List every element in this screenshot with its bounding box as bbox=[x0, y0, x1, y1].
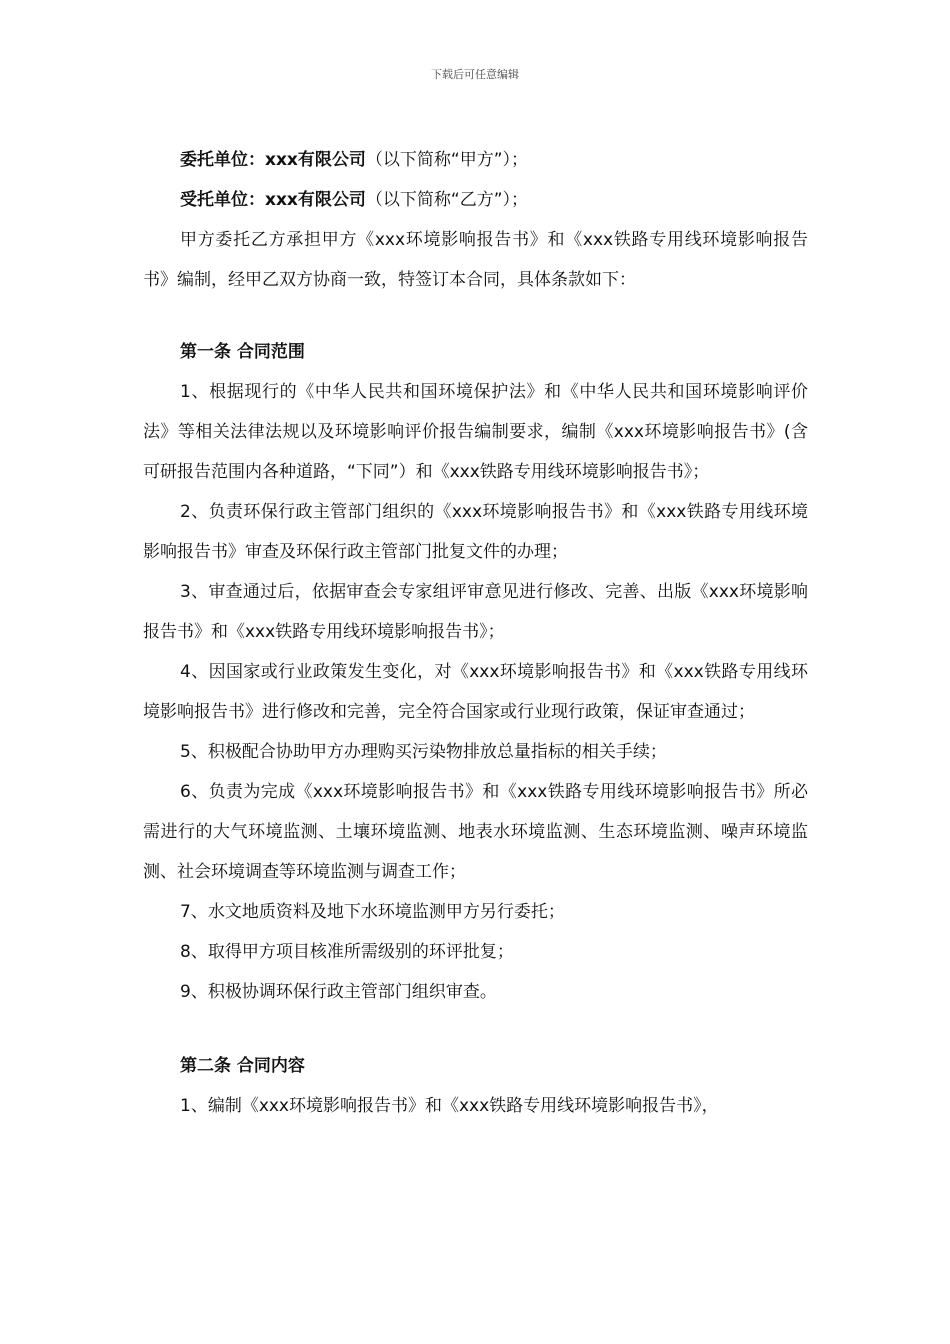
article1-item: 4、因国家或行业政策发生变化，对《xxx环境影响报告书》和《xxx铁路专用线环境影响报告书》进行修改和完善，完全符合国家或行业现行政策，保证审查通过； bbox=[143, 662, 808, 722]
article2-item: 1、编制《xxx环境影响报告书》和《xxx铁路专用线环境影响报告书》， bbox=[180, 1096, 719, 1116]
client-line bbox=[143, 140, 808, 180]
article1-item: 3、审查通过后，依据审查会专家组评审意见进行修改、完善、出版《xxx环境影响报告书》和《xxx铁路专用线环境影响报告书》； bbox=[143, 582, 808, 642]
page-header: 下载后可任意编辑 bbox=[431, 68, 519, 81]
client-label: 委托单位：xxx有限公司 bbox=[180, 150, 366, 170]
article1-item: 6、负责为完成《xxx环境影响报告书》和《xxx铁路专用线环境影响报告书》所必需进行的大气环境监测、土壤环境监测、地表水环境监测、生态环境监测、噪声环境监测、社会环境调查等环境监测与调查工作； bbox=[143, 782, 808, 882]
section-spacer bbox=[143, 1012, 808, 1046]
article1-item: 1、根据现行的《中华人民共和国环境保护法》和《中华人民共和国环境影响评价法》等相关法律法规以及环境影响评价报告编制要求，编制《xxx环境影响报告书》(含可研报告范围内各种道路，“下同”）和《xxx铁路专用线环境影响报告书》； bbox=[143, 382, 808, 482]
document-body bbox=[143, 140, 808, 1126]
contractor-line bbox=[143, 180, 808, 220]
client-note: （以下简称“甲方”）； bbox=[365, 150, 529, 170]
article2-title: 第二条 合同内容 bbox=[180, 1056, 305, 1076]
article1-item: 2、负责环保行政主管部门组织的《xxx环境影响报告书》和《xxx铁路专用线环境影响报告书》审查及环保行政主管部门批复文件的办理； bbox=[143, 502, 808, 562]
section-spacer bbox=[143, 300, 808, 332]
article1-item: 9、积极协调环保行政主管部门组织审查。 bbox=[180, 982, 497, 1002]
contractor-note: （以下简称“乙方”）； bbox=[365, 190, 529, 210]
article1-item: 8、取得甲方项目核准所需级别的环评批复； bbox=[180, 942, 514, 962]
article1-title: 第一条 合同范围 bbox=[180, 342, 305, 362]
intro-paragraph: 甲方委托乙方承担甲方《xxx环境影响报告书》和《xxx铁路专用线环境影响报告书》编制，经甲乙双方协商一致，特签订本合同，具体条款如下： bbox=[143, 230, 808, 290]
article1-item: 7、水文地质资料及地下水环境监测甲方另行委托； bbox=[180, 902, 565, 922]
contractor-label: 受托单位：xxx有限公司 bbox=[180, 190, 366, 210]
article1-item: 5、积极配合协助甲方办理购买污染物排放总量指标的相关手续； bbox=[180, 742, 667, 762]
